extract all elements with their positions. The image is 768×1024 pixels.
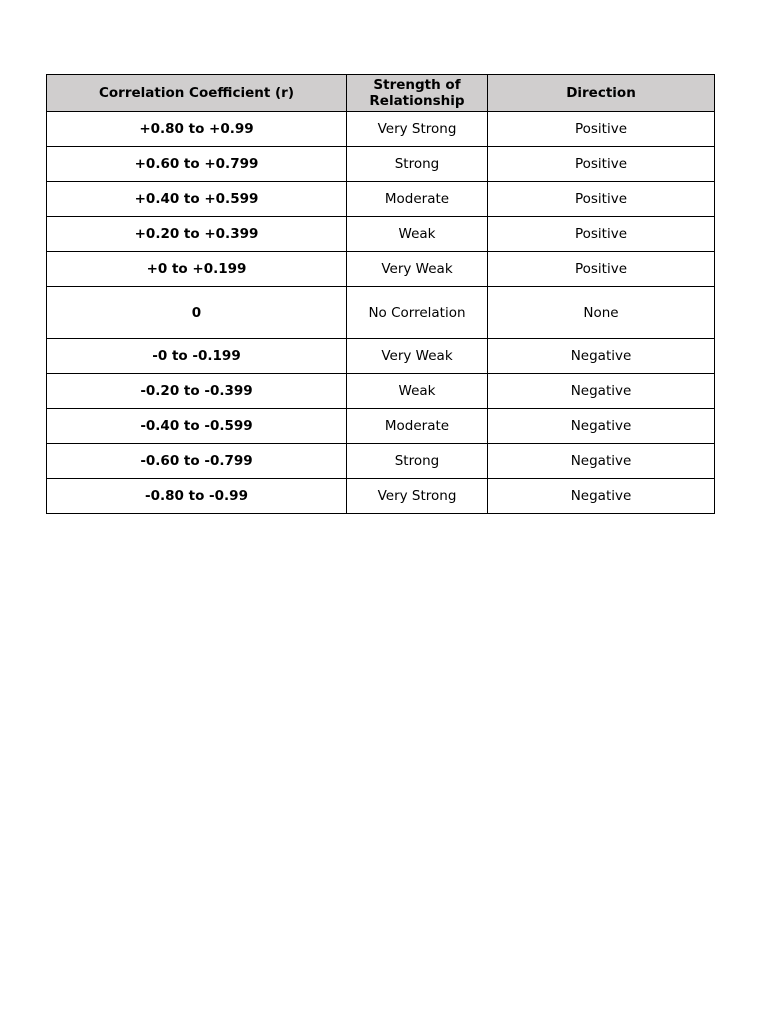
- coefficient-cell: -0.20 to -0.399: [47, 374, 347, 409]
- table-row: [47, 252, 715, 287]
- table-row: [47, 444, 715, 479]
- table-row: [47, 409, 715, 444]
- strength-cell: Very Strong: [347, 112, 488, 147]
- direction-cell: Negative: [488, 374, 715, 409]
- header-row: [47, 75, 715, 112]
- coefficient-cell: +0.40 to +0.599: [47, 182, 347, 217]
- coefficient-cell: +0 to +0.199: [47, 252, 347, 287]
- strength-cell: Strong: [347, 444, 488, 479]
- coefficient-cell: +0.80 to +0.99: [47, 112, 347, 147]
- table-row: [47, 147, 715, 182]
- table-row: [47, 287, 715, 339]
- strength-cell: Moderate: [347, 409, 488, 444]
- direction-cell: Positive: [488, 112, 715, 147]
- coefficient-cell: -0 to -0.199: [47, 339, 347, 374]
- strength-cell: No Correlation: [347, 287, 488, 339]
- coefficient-cell: 0: [47, 287, 347, 339]
- direction-cell: Positive: [488, 182, 715, 217]
- coefficient-cell: +0.20 to +0.399: [47, 217, 347, 252]
- table-row: [47, 339, 715, 374]
- direction-cell: Positive: [488, 252, 715, 287]
- direction-cell: Negative: [488, 444, 715, 479]
- header-correlation-coefficient: Correlation Coefficient (r): [47, 75, 347, 112]
- strength-cell: Very Strong: [347, 479, 488, 514]
- strength-cell: Very Weak: [347, 339, 488, 374]
- coefficient-cell: -0.80 to -0.99: [47, 479, 347, 514]
- header-direction: Direction: [488, 75, 715, 112]
- correlation-table: [46, 74, 715, 514]
- table-body: [47, 112, 715, 514]
- strength-cell: Weak: [347, 217, 488, 252]
- direction-cell: Negative: [488, 409, 715, 444]
- strength-cell: Very Weak: [347, 252, 488, 287]
- table-header: [47, 75, 715, 112]
- coefficient-cell: -0.40 to -0.599: [47, 409, 347, 444]
- table-row: [47, 182, 715, 217]
- direction-cell: Negative: [488, 339, 715, 374]
- coefficient-cell: +0.60 to +0.799: [47, 147, 347, 182]
- table-row: [47, 479, 715, 514]
- table-row: [47, 112, 715, 147]
- strength-cell: Moderate: [347, 182, 488, 217]
- coefficient-cell: -0.60 to -0.799: [47, 444, 347, 479]
- strength-cell: Strong: [347, 147, 488, 182]
- header-strength-of-relationship: Strength of Relationship: [347, 75, 488, 112]
- direction-cell: Positive: [488, 147, 715, 182]
- strength-cell: Weak: [347, 374, 488, 409]
- direction-cell: None: [488, 287, 715, 339]
- direction-cell: Negative: [488, 479, 715, 514]
- table-row: [47, 374, 715, 409]
- direction-cell: Positive: [488, 217, 715, 252]
- table-row: [47, 217, 715, 252]
